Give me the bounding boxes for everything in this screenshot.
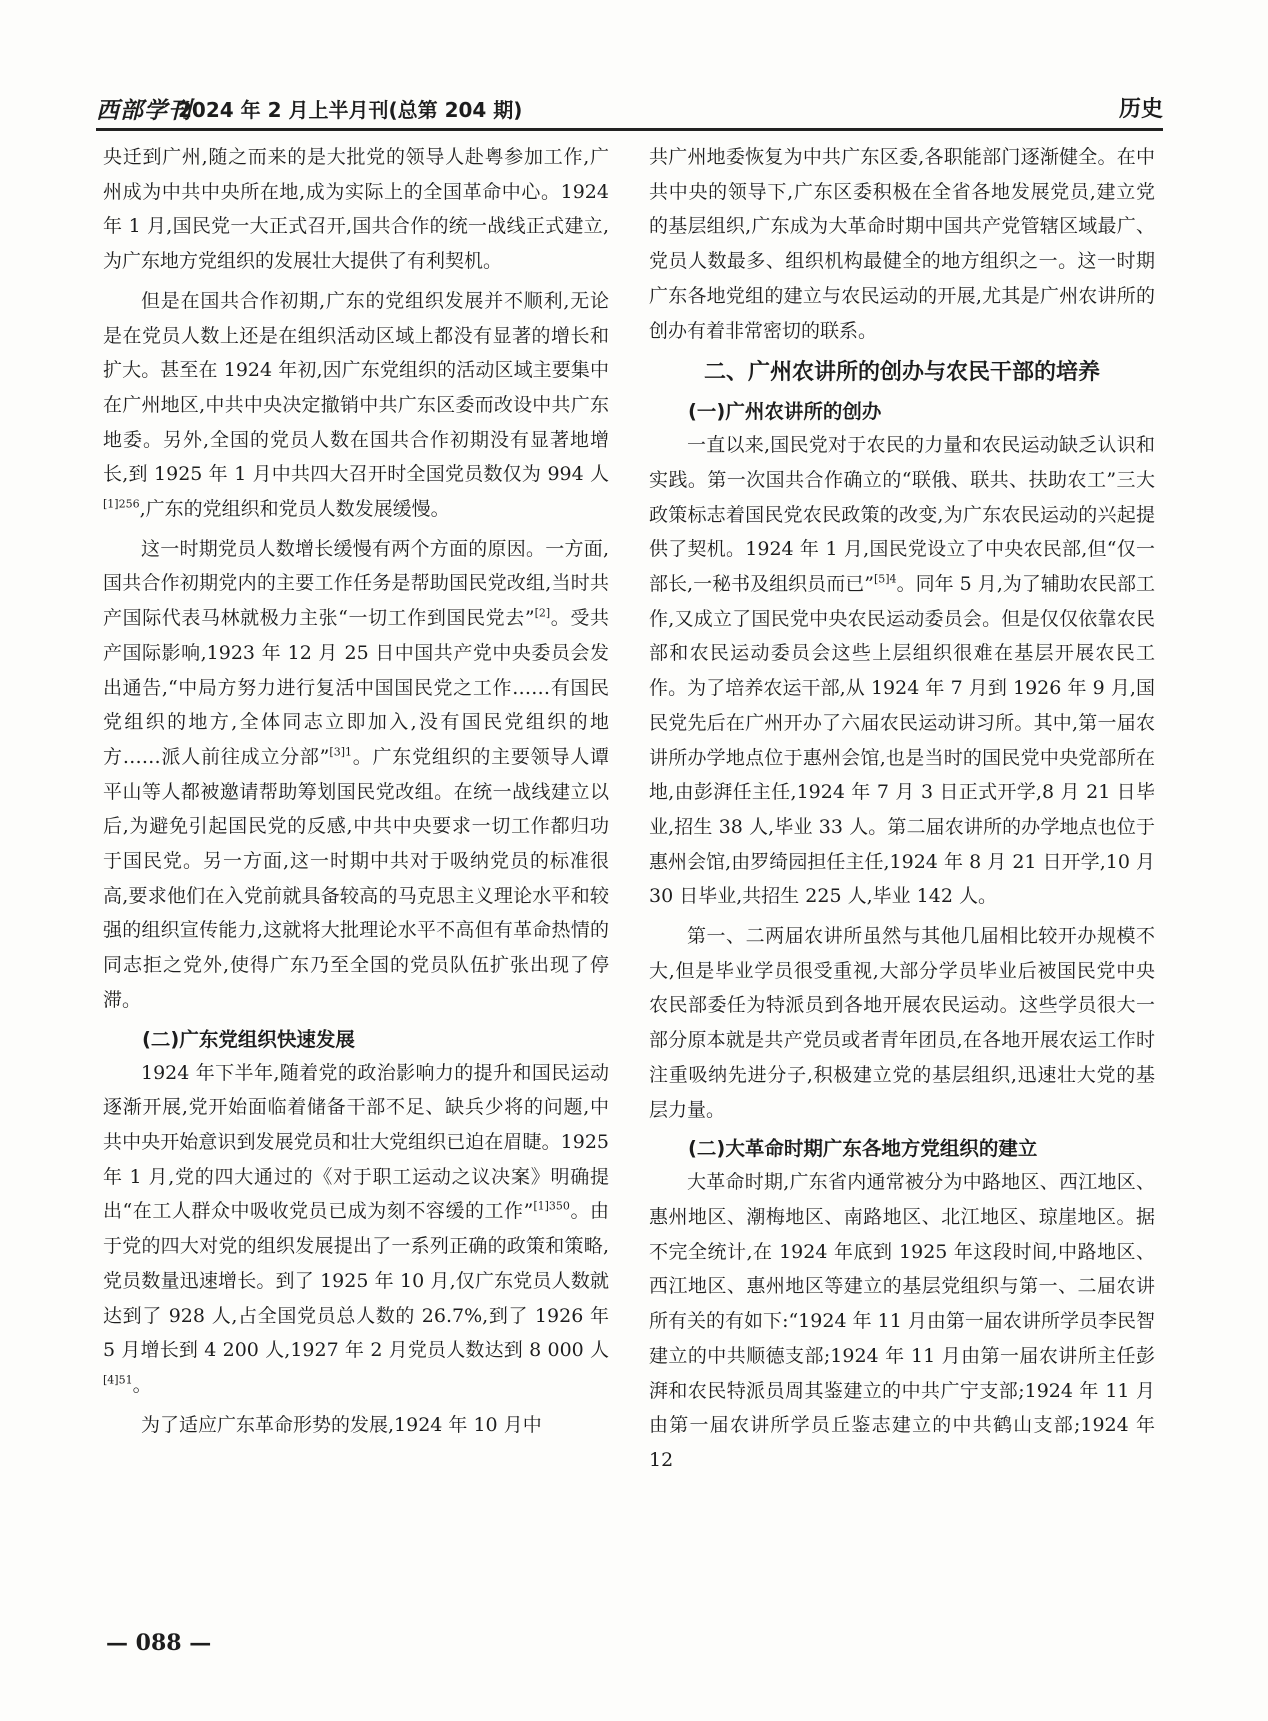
paragraph: 但是在国共合作初期,广东的党组织发展并不顺利,无论是在党员人数上还是在组织活动区域上都没有显著的增长和扩大。甚至在 1924 年初,因广东党组织的活动区域主要集中在广州地区,中共中央决定撤销中共广东区委而改设中共广东地委。另外,全国的党员人数在国共合作初期没有显著地增长,到 1925 年 1 月中共四大召开时全国党员数仅为 994 人$^{[1]256}$,广东的党组织和党员人数发展缓慢。 [103, 289, 609, 521]
paragraph: 这一时期党员人数增长缓慢有两个方面的原因。一方面,国共合作初期党内的主要工作任务是帮助国民党改组,当时共产国际代表马林就极力主张“一切工作到国民党去”[2]。受共产国际影响,1923 年 12 月 25 日中国共产党中央委员会发出通告,“中局方努力进行复活中国国民党之工作……有国民党组织的地方,全体同志立即加入,没有国民党组织的地方……派人前往成立分部”$^{[3]1}$。广东党组织的主要领导人谭平山等人都被邀请帮助筹划国民党改组。在统一战线建立以后,为避免引起国民党的反感,中共中央要求一切工作都归功于国民党。另一方面,这一时期中共对于吸纳党员的标准很高,要求他们在入党前就具备较高的马克思主义理论水平和较强的组织宣传能力,这就将大批理论水平不高但有革命热情的同志拒之党外,使得广东乃至全国的党员队伍扩张出现了停滞。 [103, 537, 609, 1011]
section-heading: 二、广州农讲所的创办与农民干部的培养 [703, 360, 1100, 386]
paragraph: 一直以来,国民党对于农民的力量和农民运动缺乏认识和实践。第一次国共合作确立的“联俄、联共、扶助农工”三大政策标志着国民党农民政策的改变,为广东农民运动的兴起提供了契机。1924 年 1 月,国民党设立了中央农民部,但“仅一部长,一秘书及组织员而已”$^{[5]4}$。同年 5 月,为了辅助农民部工作,又成立了国民党中央农民运动委员会。但是仅仅依靠农民部和农民运动委员会这些上层组织很难在基层开展农民工作。为了培养农运干部,从 1924 年 7 月到 1926 年 9 月,国民党先后在广州开办了六届农民运动讲习所。其中,第一届农讲所办学地点位于惠州会馆,也是当时的国民党中央党部所在地,由彭湃任主任,1924 年 7 月 3 日正式开学,8 月 21 日毕业,招生 38 人,毕业 33 人。第二届农讲所的办学地点也位于惠州会馆,由罗绮园担任主任,1924 年 8 月 21 日开学,10 月 30 日毕业,共招生 225 人,毕业 142 人。 [649, 434, 1155, 908]
section-label: 历史 [1118, 97, 1163, 122]
left-column [103, 140, 609, 1447]
paragraph: 共广州地委恢复为中共广东区委,各职能部门逐渐健全。在中共中央的领导下,广东区委积极在全省各地发展党员,建立党的基层组织,广东成为大革命时期中国共产党管辖区域最广、党员人数最多、组织机构最健全的地方组织之一。这一时期广东各地党组的建立与农民运动的开展,尤其是广州农讲所的创办有着非常密切的联系。 [649, 146, 1155, 342]
page-number: — 088 — [106, 1630, 212, 1656]
paragraph: 大革命时期,广东省内通常被分为中路地区、西江地区、惠州地区、潮梅地区、南路地区、北江地区、琼崖地区。据不完全统计,在 1924 年底到 1925 年这段时间,中路地区、西江地区、惠州地区等建立的基层党组织与第一、二届农讲所有关的有如下:“1924 年 11 月由第一届农讲所学员李民智建立的中共顺德支部;1924 年 11 月由第一届农讲所主任彭湃和农民特派员周其鉴建立的中共广宁支部;1924 年 11 月由第一届农讲所学员丘鉴志建立的中共鹤山支部;1924 年 12 [649, 1171, 1155, 1471]
right-column [649, 140, 1155, 1483]
citation: [3]1 [329, 745, 352, 759]
subsection-heading: (一)广州农讲所的创办 [688, 400, 882, 424]
subsection-heading: (二)广东党组织快速发展 [142, 1027, 355, 1051]
paragraph: 1924 年下半年,随着党的政治影响力的提升和国民运动逐渐开展,党开始面临着储备干部不足、缺兵少将的问题,中共中央开始意识到发展党员和壮大党组织已迫在眉睫。1925 年 1 月,党的四大通过的《对于职工运动之议决案》明确提出“在工人群众中吸收党员已成为刻不容缓的工作”$^{[1]350}$。由于党的四大对党的组织发展提出了一系列正确的政策和策略,党员数量迅速增长。到了 1925 年 10 月,仅广东党员人数就达到了 928 人,占全国党员总人数的 26.7%,到了 1926 年 5 月增长到 4 200 人,1927 年 2 月党员人数达到 8 000 人$^{[4]51}$。 [103, 1061, 609, 1396]
citation: [4]51 [103, 1373, 133, 1387]
paragraph: 为了适应广东革命形势的发展,1924 年 10 月中 [141, 1413, 542, 1436]
issue-info: 2024 年 2 月上半月刊(总第 204 期) [178, 98, 523, 122]
page-header [96, 88, 1163, 131]
citation: [2] [534, 606, 551, 620]
citation: [1]350 [533, 1200, 570, 1214]
subsection-heading: (二)大革命时期广东各地方党组织的建立 [688, 1137, 1038, 1161]
paragraph: 第一、二两届农讲所虽然与其他几届相比较开办规模不大,但是毕业学员很受重视,大部分学员毕业后被国民党中央农民部委任为特派员到各地开展农民运动。这些学员很大一部分原本就是共产党员或者青年团员,在各地开展农运工作时注重吸纳先进分子,积极建立党的基层组织,迅速壮大党的基层力量。 [649, 925, 1155, 1121]
paragraph: 央迁到广州,随之而来的是大批党的领导人赴粤参加工作,广州成为中共中央所在地,成为实际上的全国革命中心。1924 年 1 月,国民党一大正式召开,国共合作的统一战线正式建立,为广东地方党组织的发展壮大提供了有利契机。 [103, 146, 609, 273]
journal-logo: 西部学刊 [96, 97, 192, 124]
citation: [5]4 [873, 572, 897, 586]
citation: [1]256 [103, 497, 140, 511]
